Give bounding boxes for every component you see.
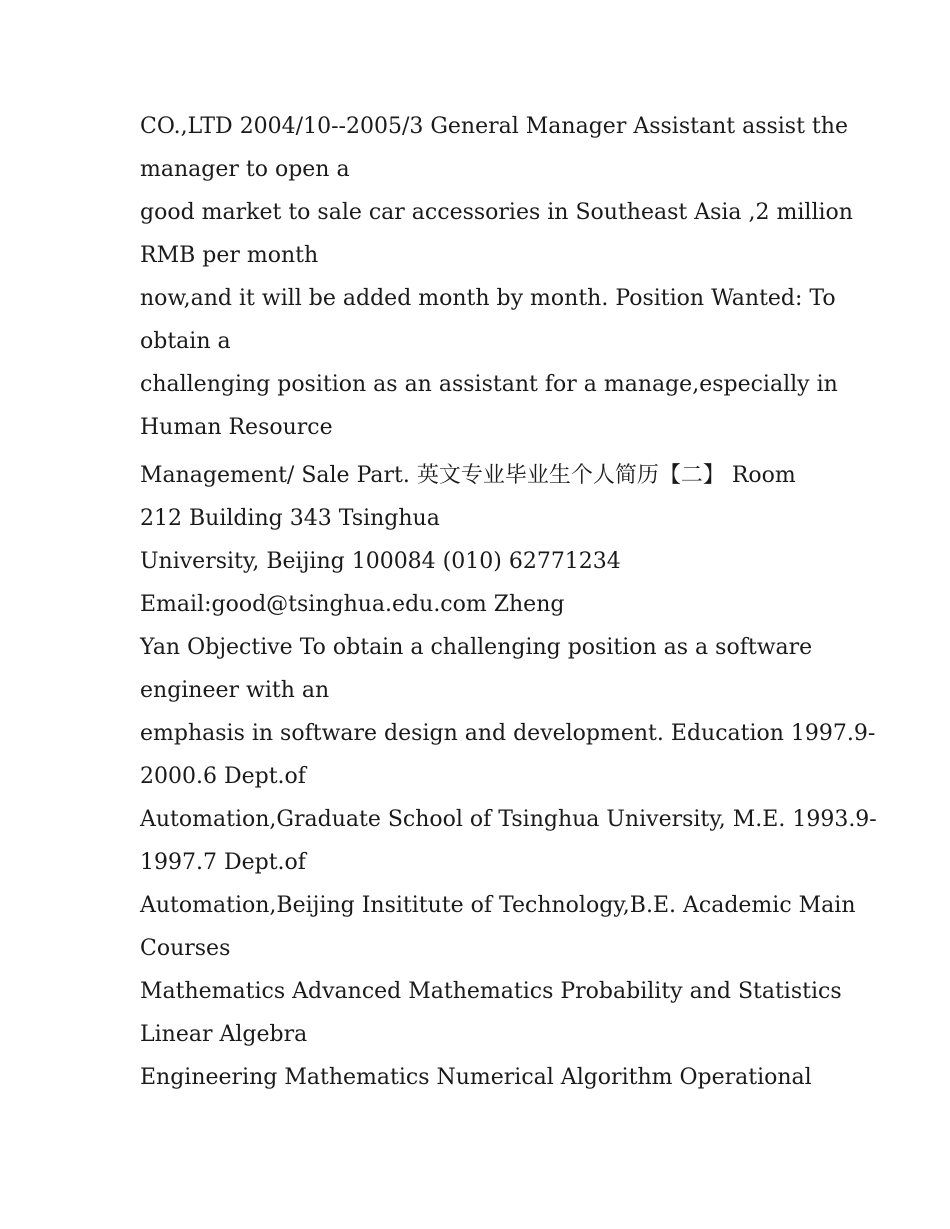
text-line: Courses	[140, 936, 231, 961]
text-line: good market to sale car accessories in Southeast Asia ,2 million	[140, 200, 853, 225]
paragraph-3	[140, 277, 836, 363]
paragraph-13	[140, 1056, 820, 1099]
paragraph-12	[140, 970, 842, 1056]
paragraph-8	[140, 626, 820, 712]
text-line: Automation,Beijing Insititute of Technology,B.E. Academic Main	[140, 893, 856, 918]
text-line: Automation,Graduate School of Tsinghua University, M.E. 1993.9-	[140, 807, 877, 832]
text-line: Linear Algebra	[140, 1022, 308, 1047]
text-line: University, Beijing 100084 (010) 62771234	[140, 549, 621, 574]
paragraph-10	[140, 798, 877, 884]
text-line: Management/ Sale Part. 英文专业毕业生个人简历【二】 Room	[140, 463, 796, 488]
paragraph-9	[140, 712, 876, 798]
paragraph-5	[140, 454, 820, 540]
text-line: CO.,LTD 2004/10--2005/3 General Manager Assistant assist the	[140, 114, 848, 139]
text-line: 2000.6 Dept.of	[140, 764, 306, 789]
document-body	[140, 105, 877, 1099]
text-line: Engineering Mathematics Numerical Algorithm Operational	[140, 1065, 812, 1090]
text-line: manager to open a	[140, 157, 350, 182]
text-line: challenging position as an assistant for a manage,especially in	[140, 372, 838, 397]
text-line: 1997.7 Dept.of	[140, 850, 306, 875]
text-line: engineer with an	[140, 678, 330, 703]
text-line: Yan Objective To obtain a challenging position as a software	[140, 635, 813, 660]
paragraph-4	[140, 363, 838, 449]
text-line: Human Resource	[140, 415, 333, 440]
text-line: Mathematics Advanced Mathematics Probability and Statistics	[140, 979, 842, 1004]
paragraph-7	[140, 583, 820, 626]
text-line: obtain a	[140, 329, 231, 354]
paragraph-11	[140, 884, 856, 970]
paragraph-1	[140, 105, 848, 191]
text-line: RMB per month	[140, 243, 319, 268]
paragraph-6	[140, 540, 820, 583]
text-line: now,and it will be added month by month. Position Wanted: To	[140, 286, 836, 311]
text-line: emphasis in software design and development. Education 1997.9-	[140, 721, 876, 746]
paragraph-2	[140, 191, 853, 277]
text-line: 212 Building 343 Tsinghua	[140, 506, 440, 531]
text-line: Email:good@tsinghua.edu.com Zheng	[140, 592, 565, 617]
